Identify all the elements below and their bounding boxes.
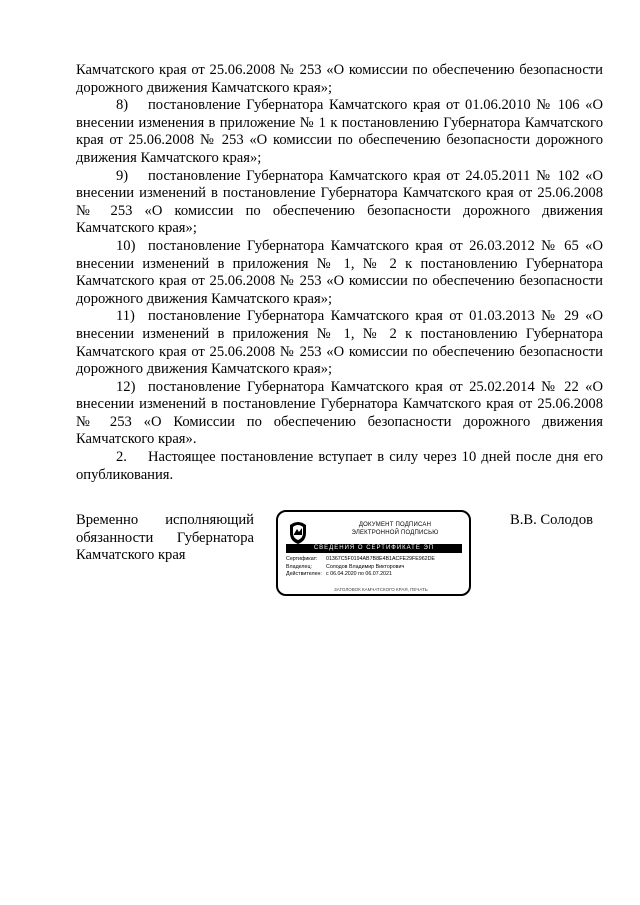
certificate-row (286, 556, 435, 564)
item-text: постановление Губернатора Камчатского края от 01.06.2010 № 106 «О внесении изменения в приложение № 1 к постановлению Губернатора Камчатского края от 25.06.2008 № 253 «О комиссии по обеспечению безопасности дорожного движения Камчатского края»; (76, 97, 603, 166)
list-item-8 (76, 97, 603, 167)
signer-name: В.В. Солодов (510, 512, 594, 528)
position-line: Камчатского края (76, 547, 186, 564)
clause-2 (76, 449, 603, 484)
item-number: 10) (116, 237, 136, 254)
stamp-details (286, 556, 435, 579)
stamp-header (340, 521, 450, 537)
item-text: Настоящее постановление вступает в силу через 10 дней после дня его опубликования. (76, 449, 603, 483)
stamp-header-line: ДОКУМЕНТ ПОДПИСАН (358, 522, 432, 528)
position-line: Временно исполняющий (76, 512, 254, 528)
item-text: постановление Губернатора Камчатского края от 01.03.2013 № 29 «О внесении изменений в приложения № 1, № 2 к постановлению Губернатора Камчатского края от 25.06.2008 № 253 «О комиссии по обеспечению безопасности дорожного движения Камчатского края»; (76, 308, 603, 378)
electronic-signature-stamp (276, 510, 471, 596)
item-text: постановление Губернатора Камчатского края от 26.03.2012 № 65 «О внесении изменений в приложения № 1, № 2 к постановлению Губернатора Камчатского края от 25.06.2008 № 253 «О комиссии по обеспечению безопасности дорожного движения Камчатского края»; (76, 237, 603, 307)
signatory-position (76, 512, 254, 565)
item-number: 11) (116, 308, 135, 325)
list-item-9 (76, 168, 603, 238)
owner-row (286, 564, 435, 572)
validity-row (286, 571, 435, 579)
item-number: 9) (116, 167, 129, 184)
stamp-certificate-bar: СВЕДЕНИЯ О СЕРТИФИКАТЕ ЭП (286, 544, 462, 553)
list-item-10 (76, 238, 603, 308)
item-number: 8) (116, 97, 129, 114)
item-text: постановление Губернатора Камчатского края от 24.05.2011 № 102 «О внесении изменений в постановление Губернатора Камчатского края от 25.06.2008 № 253 «О комиссии по обеспечению безопасности дорожного движения Камчатского края»; (76, 167, 603, 237)
row-label: Действителен: (286, 571, 322, 577)
intro-paragraph: Камчатского края от 25.06.2008 № 253 «О комиссии по обеспечению безопасности дорожного движения Камчатского края»; (76, 62, 603, 96)
item-number: 12) (116, 378, 136, 395)
row-value: Солодов Владимир Викторович (326, 563, 405, 570)
row-label: Владелец: (286, 563, 312, 570)
document-body (76, 62, 603, 484)
stamp-footer: ЗАГОЛОВОК КАМЧАТСКОГО КРАЯ, ПЕЧАТЬ (334, 587, 428, 592)
item-number: 2. (116, 449, 127, 466)
item-text: постановление Губернатора Камчатского края от 25.02.2014 № 22 «О внесении изменений в постановление Губернатора Камчатского края от 25.06.2008 № 253 «О Комиссии по обеспечению безопасности дорожного движения Камчатского края». (76, 378, 603, 448)
row-value: с 06.04.2020 по 06.07.2021 (326, 571, 392, 577)
row-label: Сертификат: (286, 556, 318, 562)
stamp-header-line: ЭЛЕКТРОННОЙ ПОДПИСЬЮ (351, 530, 439, 536)
list-item-12 (76, 379, 603, 449)
list-item-11 (76, 308, 603, 378)
row-value: 01367C5F0194AB7B8E4B1ACFE29FE962DE (326, 556, 435, 562)
position-line: обязанности Губернатора (76, 529, 254, 546)
coat-of-arms-icon (288, 519, 308, 545)
